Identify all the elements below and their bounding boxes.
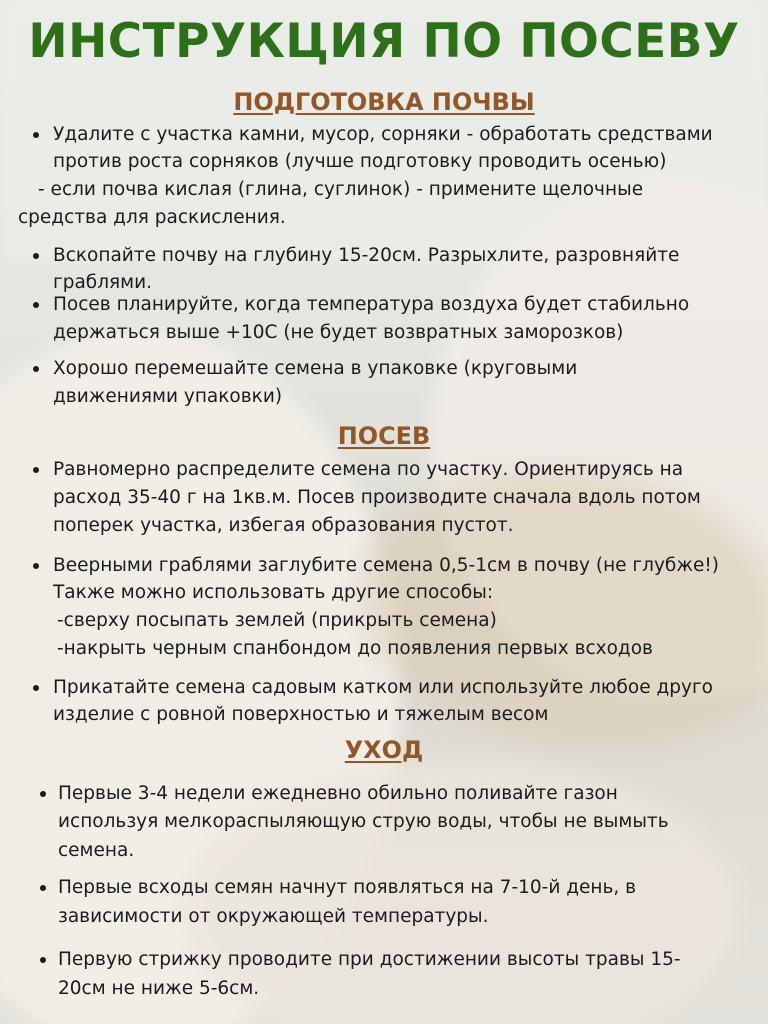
list-item-line: -сверху посыпать землей (прикрыть семена) xyxy=(57,610,497,631)
list-item-line: изделие с ровной поверхностью и тяжелым весом xyxy=(53,704,549,725)
list-item-line: Первую стрижку проводите при достижении высоты травы 15- xyxy=(58,949,681,970)
list-item-line: семена. xyxy=(58,840,135,861)
list-item-line: Вскопайте почву на глубину 15-20см. Разрыхлите, разровняйте xyxy=(53,245,680,266)
list-item-line: расход 35-40 г на 1кв.м. Посев производите сначала вдоль потом xyxy=(53,487,701,508)
list-item-line: Первые 3-4 недели ежедневно обильно поливайте газон xyxy=(58,783,618,804)
list-item-line: Прикатайте семена садовым катком или используйте любое друго xyxy=(53,677,713,698)
bullet-icon xyxy=(33,302,39,308)
list-item-line: Хорошо перемешайте семена в упаковке (круговыми xyxy=(53,358,578,379)
list-item-line: используя мелкораспыляющую струю воды, чтобы не вымыть xyxy=(58,811,669,832)
heading-sowing: ПОСЕВ xyxy=(337,422,431,450)
list-item-line: 20см не ниже 5-6см. xyxy=(58,978,260,999)
list-item-line: граблями. xyxy=(53,272,153,293)
list-item-line: средства для раскисления. xyxy=(18,207,286,228)
list-item-line: Веерными граблями заглубите семена 0,5-1см в почву (не глубже!) xyxy=(53,555,720,576)
list-item-line: зависимости от окружающей температуры. xyxy=(58,906,489,927)
list-item-line: - если почва кислая (глина, суглинок) - примените щелочные xyxy=(38,179,644,200)
heading-soil-preparation: ПОДГОТОВКА ПОЧВЫ xyxy=(233,88,535,116)
bullet-icon xyxy=(33,253,39,259)
bullet-icon xyxy=(40,957,46,963)
list-item-line: Также можно использовать другие способы: xyxy=(53,582,494,603)
bullet-icon xyxy=(33,685,39,691)
heading-care: УХОД xyxy=(344,736,424,764)
list-item-line: против роста сорняков (лучше подготовку проводить осенью) xyxy=(53,151,667,172)
list-item-line: движениями упаковки) xyxy=(53,386,283,407)
bullet-icon xyxy=(40,791,46,797)
list-item-line: Удалите с участка камни, мусор, сорняки - обработать средствами xyxy=(53,124,713,145)
bullet-icon xyxy=(33,132,39,138)
list-item-line: -накрыть черным спанбондом до появления первых всходов xyxy=(57,638,653,659)
list-item-line: поперек участка, избегая образования пустот. xyxy=(53,515,514,536)
list-item-line: Посев планируйте, когда температура воздуха будет стабильно xyxy=(53,294,690,315)
list-item-line: Первые всходы семян начнут появляться на 7-10-й день, в xyxy=(58,877,637,898)
list-item-line: Равномерно распределите семена по участку. Ориентируясь на xyxy=(53,459,684,480)
bullet-icon xyxy=(33,467,39,473)
page-title: ИНСТРУКЦИЯ ПО ПОСЕВУ xyxy=(28,14,740,69)
list-item-line: держаться выше +10С (не будет возвратных заморозков) xyxy=(53,322,624,343)
bullet-icon xyxy=(33,563,39,569)
bullet-icon xyxy=(40,885,46,891)
bullet-icon xyxy=(33,366,39,372)
